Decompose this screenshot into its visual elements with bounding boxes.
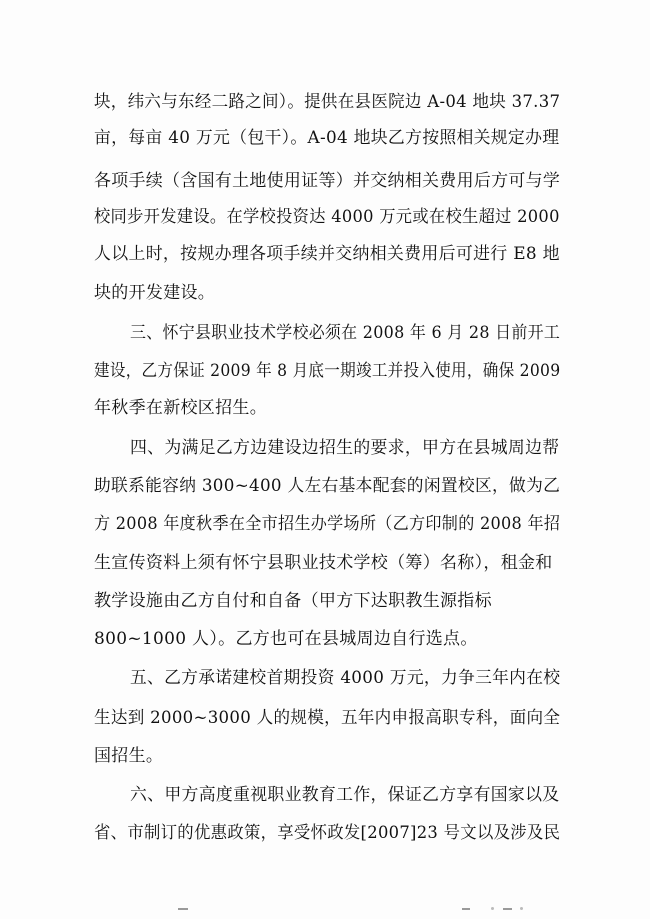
scan-artifact	[491, 907, 494, 910]
text-line: 教学设施由乙方自付和自备（甲方下达职教生源指标	[94, 591, 492, 611]
text-line: 亩，每亩 40 万元（包干）。A-04 地块乙方按照相关规定办理	[94, 128, 560, 148]
text-line: 生达到 2000~3000 人的规模，五年内申报高职专科，面向全	[94, 708, 561, 728]
scan-artifact	[520, 907, 523, 910]
scan-artifact	[503, 908, 512, 910]
text-line: 年秋季在新校区招生。	[94, 398, 267, 418]
scan-artifact	[462, 908, 470, 910]
text-line: 校同步开发建设。在学校投资达 4000 万元或在校生超过 2000	[94, 207, 560, 227]
text-line: 块，纬六与东经二路之间）。提供在县医院边 A-04 地块 37.37	[94, 92, 561, 112]
text-line: 省、市制订的优惠政策，享受怀政发[2007]23 号文以及涉及民	[94, 823, 561, 843]
text-line: 三、怀宁县职业技术学校必须在 2008 年 6 月 28 日前开工	[130, 323, 561, 343]
text-line: 四、为满足乙方边建设边招生的要求，甲方在县城周边帮	[130, 438, 560, 458]
text-line: 各项手续（含国有土地使用证等）并交纳相关费用后方可与学	[94, 171, 561, 191]
text-line: 建设，乙方保证 2009 年 8 月底一期竣工并投入使用，确保 2009	[94, 361, 561, 381]
text-line: 生宣传资料上须有怀宁县职业技术学校（筹）名称），租金和	[94, 553, 553, 573]
text-line: 人以上时，按规办理各项手续并交纳相关费用后可进行 E8 地	[94, 244, 560, 264]
text-line: 六、甲方高度重视职业教育工作，保证乙方享有国家以及	[130, 785, 560, 805]
text-line: 方 2008 年度秋季在全市招生办学场所（乙方印制的 2008 年招	[94, 514, 561, 534]
scan-artifact	[178, 908, 188, 910]
text-line: 五、乙方承诺建校首期投资 4000 万元，力争三年内在校	[130, 668, 561, 688]
text-line: 800~1000 人）。乙方也可在县城周边自行选点。	[94, 629, 478, 649]
text-line: 国招生。	[94, 746, 164, 766]
text-line: 助联系能容纳 300~400 人左右基本配套的闲置校区，做为乙	[94, 476, 561, 496]
text-line: 块的开发建设。	[94, 283, 216, 303]
